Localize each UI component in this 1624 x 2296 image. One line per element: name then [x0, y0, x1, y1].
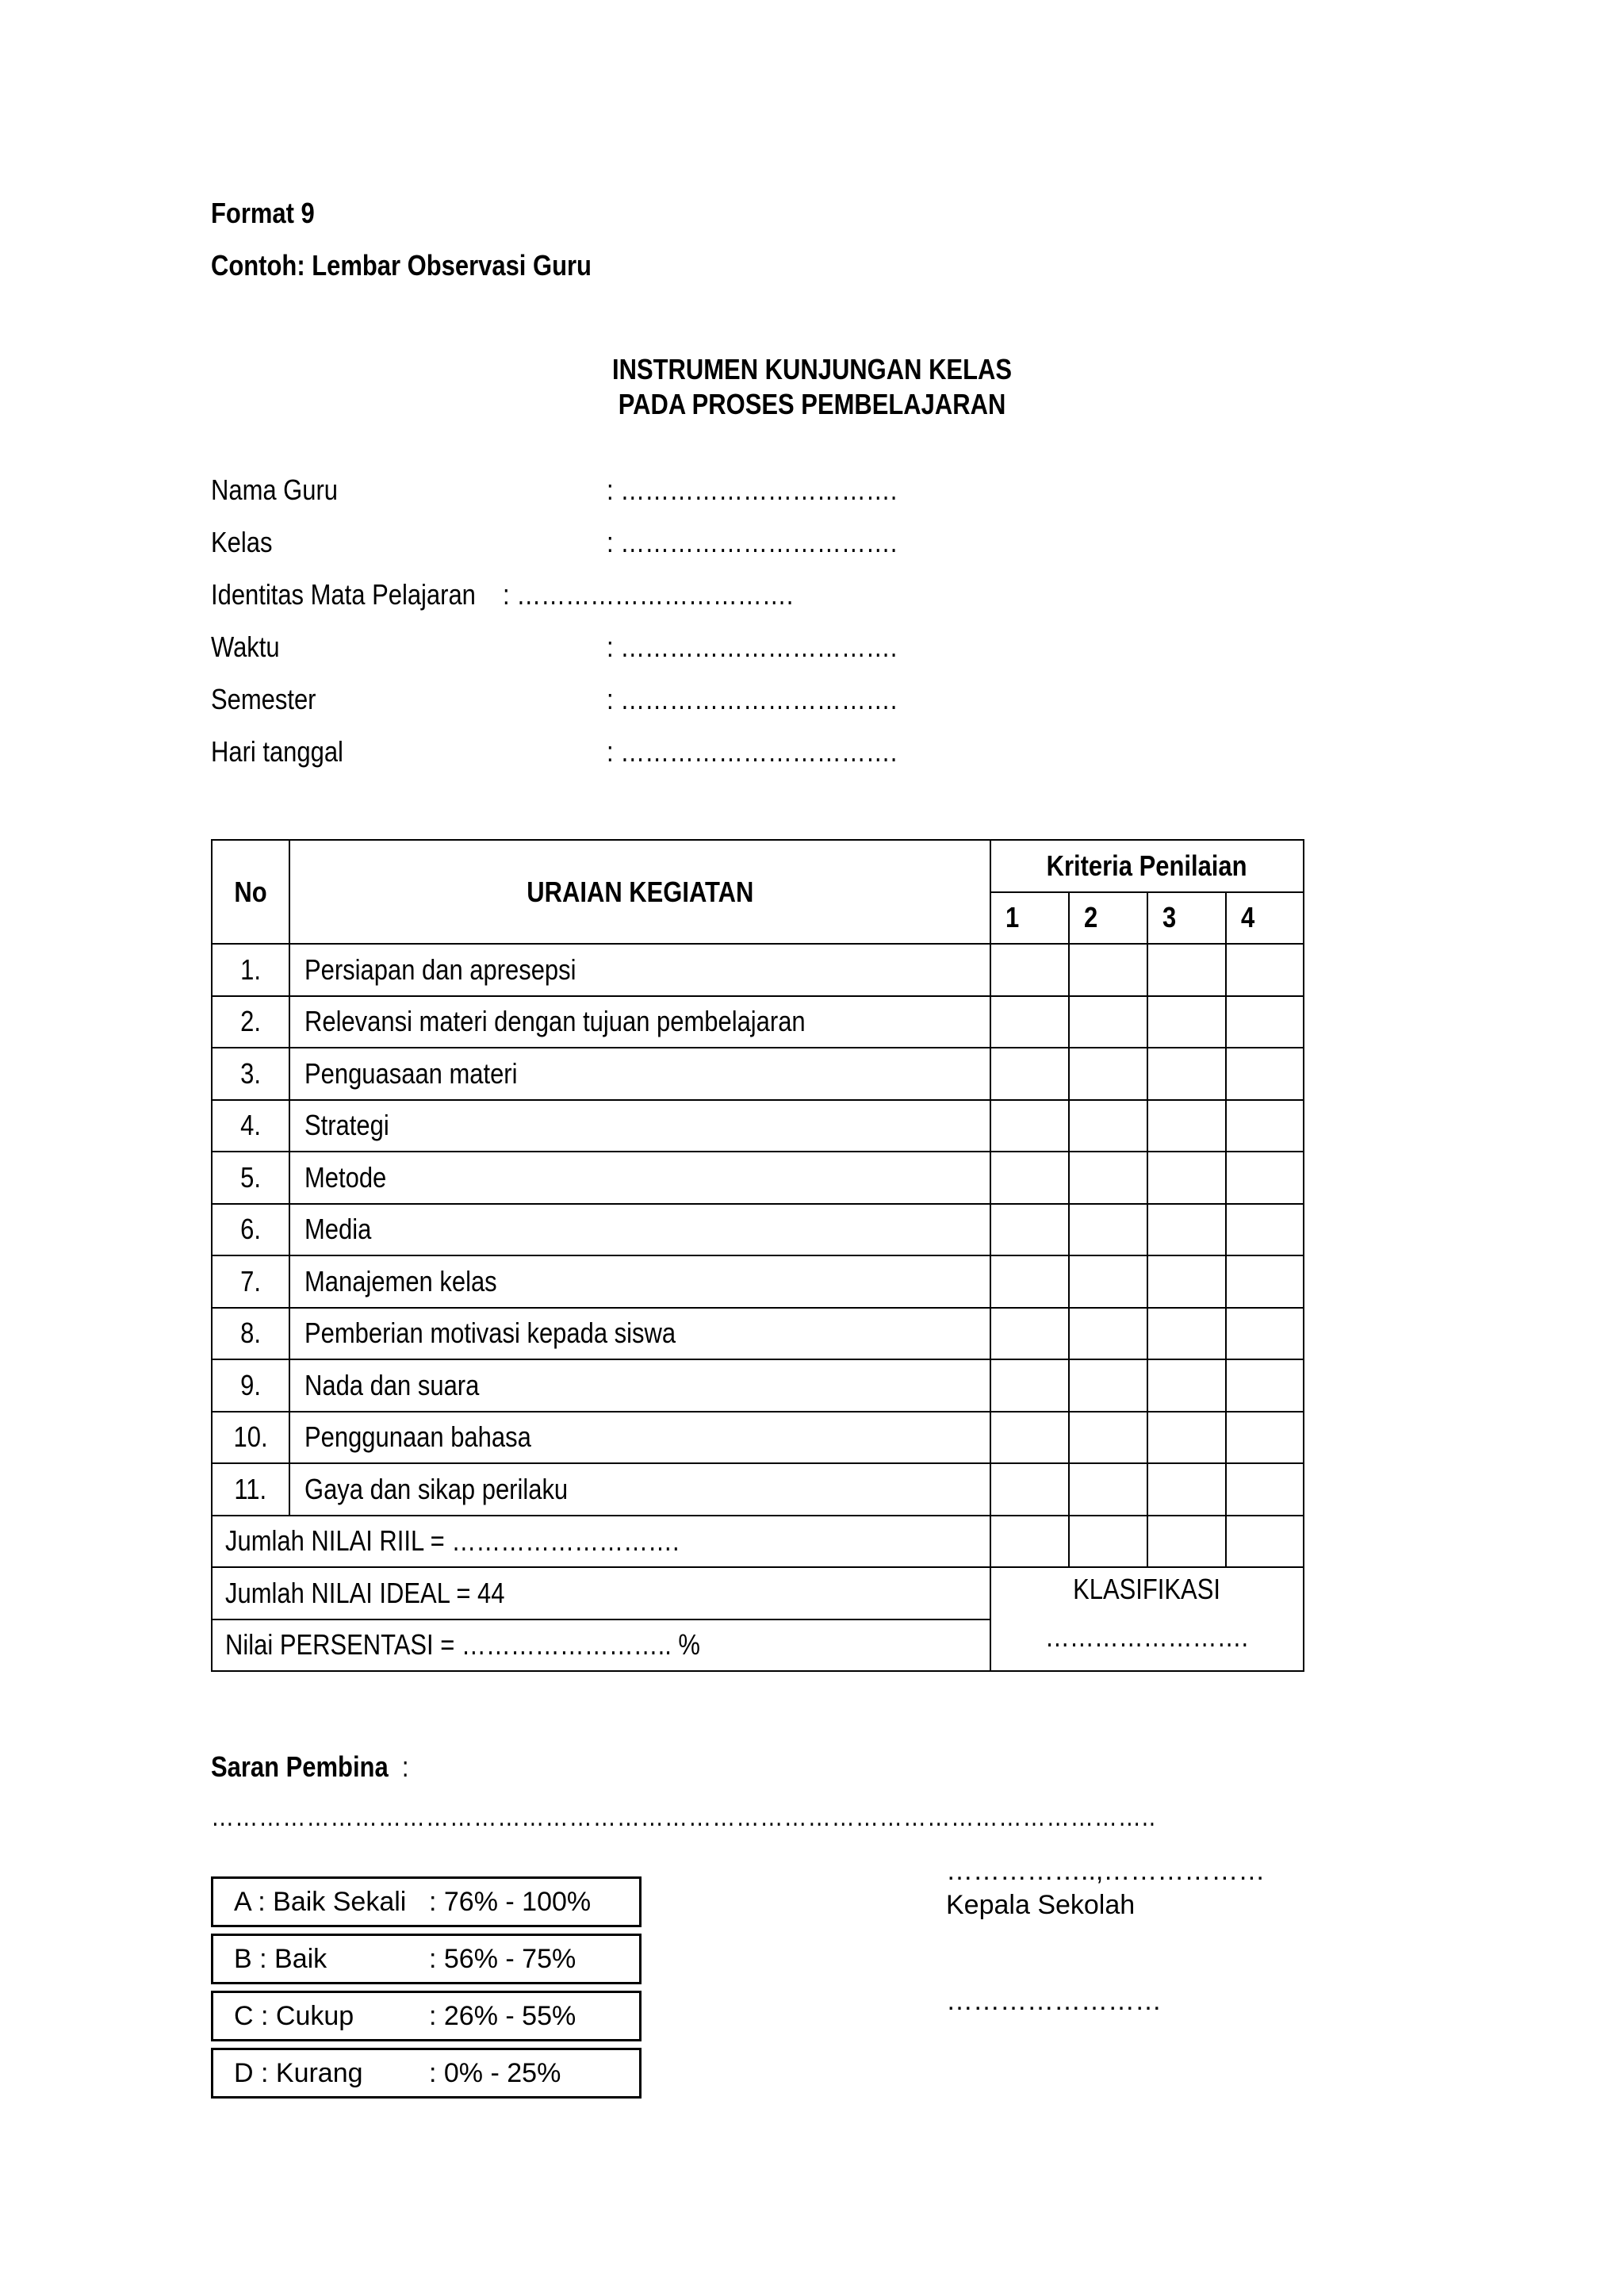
- saran-input-line[interactable]: ………………………………………………………………………………………………………..: [211, 1802, 1156, 1832]
- criteria-4: 4: [1226, 892, 1304, 945]
- score-cell[interactable]: [1226, 1359, 1304, 1412]
- score-cell[interactable]: [990, 1412, 1069, 1464]
- score-cell[interactable]: [990, 1204, 1069, 1256]
- score-cell[interactable]: [990, 1152, 1069, 1204]
- table-row: [212, 1152, 1304, 1204]
- score-cell[interactable]: [1069, 1152, 1147, 1204]
- klasifikasi-value[interactable]: …………………….: [1045, 1620, 1249, 1653]
- classification-range: : 26% - 55%: [429, 2001, 576, 2031]
- score-cell[interactable]: [990, 1048, 1069, 1100]
- score-cell[interactable]: [1226, 1412, 1304, 1464]
- table-row: [212, 1359, 1304, 1412]
- score-cell[interactable]: [1069, 1255, 1147, 1308]
- classification-b: [211, 1934, 642, 1984]
- classification-range: : 56% - 75%: [429, 1944, 576, 1974]
- score-cell[interactable]: [990, 996, 1069, 1048]
- observation-table: [211, 839, 1304, 1672]
- score-cell[interactable]: [990, 1463, 1069, 1516]
- signature-title: Kepala Sekolah: [946, 1890, 1136, 1920]
- row-item: Pemberian motivasi kepada siswa: [289, 1308, 990, 1360]
- row-item: Penggunaan bahasa: [289, 1412, 990, 1464]
- row-item: Strategi: [289, 1100, 990, 1152]
- score-cell[interactable]: [1069, 1412, 1147, 1464]
- saran-colon: :: [401, 1750, 409, 1783]
- signature-place-date[interactable]: ……………..,………………: [946, 1856, 1266, 1886]
- score-cell[interactable]: [990, 1100, 1069, 1152]
- field-label-kelas: Kelas: [211, 526, 273, 558]
- classification-grade: B : Baik: [234, 1944, 327, 1974]
- row-item: Relevansi materi dengan tujuan pembelajaran: [289, 996, 990, 1048]
- document-subtitle: Contoh: Lembar Observasi Guru: [211, 249, 592, 282]
- score-cell[interactable]: [1147, 1463, 1226, 1516]
- classification-a: [211, 1876, 642, 1927]
- signature-name[interactable]: ……………………: [946, 1986, 1162, 2016]
- row-item: Nada dan suara: [289, 1359, 990, 1412]
- score-cell[interactable]: [990, 944, 1069, 996]
- row-number: 2.: [212, 996, 289, 1048]
- score-cell[interactable]: [1147, 1308, 1226, 1360]
- field-label-semester: Semester: [211, 683, 316, 715]
- table-row: [212, 996, 1304, 1048]
- score-cell[interactable]: [1147, 1255, 1226, 1308]
- field-value-waktu[interactable]: : …………………………….: [607, 631, 898, 663]
- field-value-nama-guru[interactable]: : …………………………….: [607, 473, 898, 506]
- field-label-identitas-mapel: Identitas Mata Pelajaran: [211, 578, 476, 611]
- row-number: 8.: [212, 1308, 289, 1360]
- jumlah-riil-row: [212, 1516, 1304, 1568]
- table-row: [212, 944, 1304, 996]
- score-cell[interactable]: [1147, 1359, 1226, 1412]
- classification-grade: C : Cukup: [234, 2001, 354, 2031]
- score-cell[interactable]: [1147, 1048, 1226, 1100]
- score-cell[interactable]: [1226, 996, 1304, 1048]
- score-cell[interactable]: [1069, 1100, 1147, 1152]
- table-row: [212, 1048, 1304, 1100]
- table-row: [212, 1255, 1304, 1308]
- field-label-hari-tanggal: Hari tanggal: [211, 735, 343, 768]
- row-number: 9.: [212, 1359, 289, 1412]
- table-row: [212, 1412, 1304, 1464]
- score-cell[interactable]: [1226, 1255, 1304, 1308]
- row-item: Media: [289, 1204, 990, 1256]
- nilai-persentasi[interactable]: Nilai PERSENTASI = …………………….. %: [212, 1619, 990, 1672]
- jumlah-ideal: Jumlah NILAI IDEAL = 44: [212, 1567, 990, 1619]
- table-row: [212, 1204, 1304, 1256]
- score-cell[interactable]: [1226, 1152, 1304, 1204]
- score-total-cell[interactable]: [1069, 1516, 1147, 1568]
- row-number: 7.: [212, 1255, 289, 1308]
- score-cell[interactable]: [1226, 1308, 1304, 1360]
- saran-pembina: [211, 1750, 441, 1784]
- score-cell[interactable]: [990, 1255, 1069, 1308]
- score-cell[interactable]: [990, 1359, 1069, 1412]
- score-cell[interactable]: [1147, 1152, 1226, 1204]
- row-number: 10.: [212, 1412, 289, 1464]
- score-cell[interactable]: [1147, 1412, 1226, 1464]
- table-row: [212, 1100, 1304, 1152]
- row-number: 3.: [212, 1048, 289, 1100]
- row-item: Metode: [289, 1152, 990, 1204]
- saran-label: Saran Pembina: [211, 1750, 389, 1783]
- classification-grade: A : Baik Sekali: [234, 1887, 407, 1917]
- classification-range: : 0% - 25%: [429, 2058, 561, 2088]
- klasifikasi-label: KLASIFIKASI: [1073, 1573, 1221, 1605]
- score-total-cell[interactable]: [990, 1516, 1069, 1568]
- criteria-1: 1: [990, 892, 1069, 945]
- jumlah-ideal-row: [212, 1567, 1304, 1619]
- score-cell[interactable]: [1069, 944, 1147, 996]
- classification-range: : 76% - 100%: [429, 1887, 592, 1917]
- score-cell[interactable]: [990, 1308, 1069, 1360]
- score-cell[interactable]: [1147, 1100, 1226, 1152]
- classification-d: [211, 2048, 642, 2099]
- field-value-kelas[interactable]: : …………………………….: [607, 526, 898, 558]
- row-number: 6.: [212, 1204, 289, 1256]
- table-row: [212, 1463, 1304, 1516]
- field-value-semester[interactable]: : …………………………….: [607, 683, 898, 715]
- score-cell[interactable]: [1226, 944, 1304, 996]
- header-uraian: URAIAN KEGIATAN: [289, 840, 990, 944]
- field-label-waktu: Waktu: [211, 631, 280, 663]
- row-number: 11.: [212, 1463, 289, 1516]
- field-value-identitas-mapel[interactable]: : …………………………….: [503, 578, 794, 611]
- score-cell[interactable]: [1226, 1463, 1304, 1516]
- score-cell[interactable]: [1069, 1308, 1147, 1360]
- score-cell[interactable]: [1069, 1048, 1147, 1100]
- row-item: Gaya dan sikap perilaku: [289, 1463, 990, 1516]
- score-cell[interactable]: [1069, 996, 1147, 1048]
- table-row: [212, 1308, 1304, 1360]
- score-cell[interactable]: [1069, 1359, 1147, 1412]
- field-value-hari-tanggal[interactable]: : …………………………….: [607, 735, 898, 768]
- field-label-nama-guru: Nama Guru: [211, 473, 339, 506]
- classification-c: [211, 1991, 642, 2041]
- header-kriteria: Kriteria Penilaian: [990, 840, 1304, 892]
- row-number: 1.: [212, 944, 289, 996]
- jumlah-riil[interactable]: Jumlah NILAI RIIL = ……………………….: [212, 1516, 990, 1568]
- row-number: 5.: [212, 1152, 289, 1204]
- criteria-2: 2: [1069, 892, 1147, 945]
- score-cell[interactable]: [1226, 1048, 1304, 1100]
- row-item: Penguasaan materi: [289, 1048, 990, 1100]
- score-cell[interactable]: [1226, 1204, 1304, 1256]
- title-line-2: PADA PROSES PEMBELAJARAN: [618, 388, 1006, 420]
- score-cell[interactable]: [1069, 1463, 1147, 1516]
- row-number: 4.: [212, 1100, 289, 1152]
- score-cell[interactable]: [1069, 1204, 1147, 1256]
- score-total-cell[interactable]: [1226, 1516, 1304, 1568]
- score-cell[interactable]: [1147, 996, 1226, 1048]
- criteria-3: 3: [1147, 892, 1226, 945]
- row-item: Persiapan dan apresepsi: [289, 944, 990, 996]
- score-cell[interactable]: [1147, 1204, 1226, 1256]
- format-label: Format 9: [211, 197, 315, 229]
- header-no: No: [212, 840, 289, 944]
- row-item: Manajemen kelas: [289, 1255, 990, 1308]
- classification-grade: D : Kurang: [234, 2058, 363, 2088]
- title-line-1: INSTRUMEN KUNJUNGAN KELAS: [612, 353, 1012, 385]
- score-cell[interactable]: [1147, 944, 1226, 996]
- klasifikasi-cell[interactable]: [990, 1567, 1304, 1671]
- score-cell[interactable]: [1226, 1100, 1304, 1152]
- score-total-cell[interactable]: [1147, 1516, 1226, 1568]
